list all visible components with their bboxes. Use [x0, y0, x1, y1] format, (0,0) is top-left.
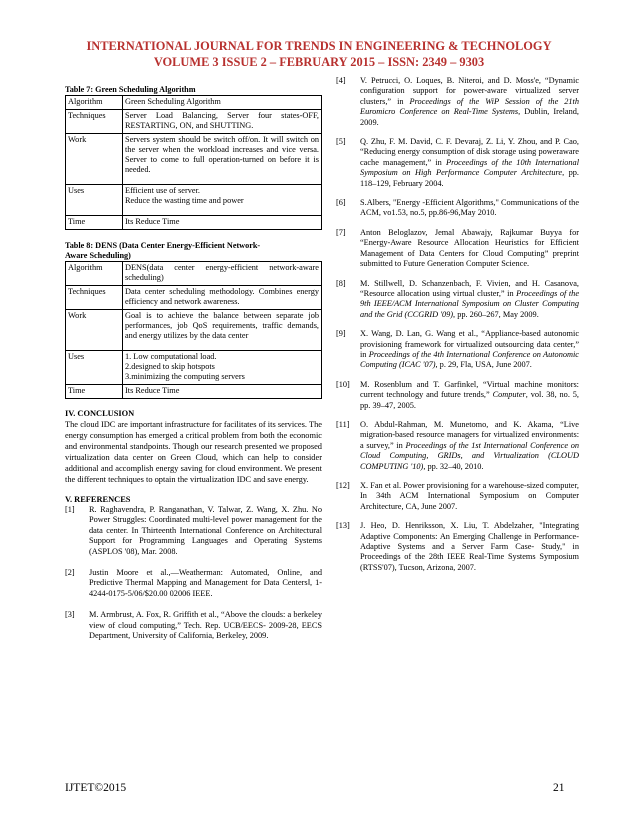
reference-text: , vol. 38, no. 5, pp. 39–47, 2005.	[360, 390, 580, 410]
right-column	[336, 76, 579, 573]
reference-text: , p. 29, Fla, USA, June 2007.	[435, 360, 532, 370]
reference-number: [11]	[336, 419, 350, 429]
table-row	[66, 385, 322, 399]
table-cell-value: Green Scheduling Algorithm	[123, 96, 322, 110]
table7	[65, 95, 322, 230]
journal-issue: VOLUME 3 ISSUE 2 – FEBRUARY 2015 – ISSN: 2349 – 9303	[153, 55, 485, 69]
reference-text: Anton Beloglazov, Jemal Abawajy, Rajkumar Buyya for “Energy-Aware Resource Allocation Heuristics for Efficient Management of Data Centers for Cloud Computing” preprint submitted to Future Generation Computer Science.	[360, 227, 579, 269]
table-cell-value	[123, 351, 322, 385]
table-row	[66, 286, 322, 310]
reference-number: [9]	[336, 329, 346, 339]
reference-number: [3]	[65, 610, 75, 620]
table-cell-key: Techniques	[66, 110, 123, 134]
table-row	[66, 96, 322, 110]
table-cell-key: Time	[66, 216, 123, 230]
left-column	[65, 76, 322, 641]
reference-text: Proceedings of the 10th International Symposium on High Performance Computer Architecture	[360, 157, 580, 178]
reference-number: [7]	[336, 227, 346, 237]
reference-text: R. Raghavendra, P. Ranganathan, V. Talwar, Z. Wang, X. Zhu. No Power Struggles: Coordinated multi-level power management for the data center. In Thirteenth International Conference on Architectural Support for Programming Languages and Operating Systems (ASPLOS '08), Mar. 2008.	[89, 505, 322, 556]
table7-block	[65, 85, 322, 230]
caption-line: Aware Scheduling)	[65, 251, 131, 260]
table-cell-value: Goal is to achieve the balance between separate job performances, job QoS requirements, traffic demands, and energy utilizes by the data center	[123, 310, 322, 351]
value-line: Reduce the wasting time and power	[125, 196, 244, 205]
reference-number: [1]	[65, 505, 75, 514]
table-cell-key: Uses	[66, 351, 123, 385]
reference-text: , pp. 260–267, May 2009.	[453, 309, 539, 319]
reference-number: [10]	[336, 379, 350, 389]
reference-text: Proceedings of the WiP Session of the 21th Euromicro Conference on Real-Time Systems	[360, 96, 579, 117]
table-cell-value: Servers system should be switch off/on. It will switch on the server when the workload increases and vice versa. Server to come to full operation-turned on before it is needed.	[123, 134, 322, 185]
reference-text: S.Albers, "Energy -Efficient Algorithms," Communications of the ACM, vo1.53, no.5, pp.86-96,May 2010.	[360, 198, 579, 218]
value-line: Efficient use of server.	[125, 186, 200, 195]
table8-block	[65, 241, 322, 399]
table-row	[66, 262, 322, 286]
reference-list-left	[65, 505, 322, 641]
reference-number: [12]	[336, 481, 350, 490]
reference-item	[336, 279, 579, 321]
table-cell-key: Uses	[66, 185, 123, 216]
reference-item	[65, 568, 322, 599]
reference-text: , pp. 118–129, February 2004.	[360, 168, 579, 188]
table-cell-key: Algorithm	[66, 262, 123, 286]
table-cell-value	[123, 185, 322, 216]
table-row	[66, 134, 322, 185]
table-row	[66, 185, 322, 216]
reference-text: Q. Zhu, F. M. David, C. F. Devaraj, Z. Li, Y. Zhou, and P. Cao, “Reducing energy consumption of disk storage using powerаware cache management,” in	[360, 137, 579, 167]
reference-text: Justin Moore et al.,―Weatherman: Automated, Online, and Predictive Thermal Mapping and Management for Data Centers‖, 1-4244-0175-5/06/$20.00 02006 IEEE.	[89, 568, 322, 598]
reference-item	[336, 228, 579, 270]
reference-number: [5]	[336, 137, 346, 147]
reference-list-right	[336, 76, 579, 573]
reference-text: , Dublin, Ireland, 2009.	[360, 107, 579, 127]
reference-item	[336, 76, 579, 128]
table-cell-key: Work	[66, 310, 123, 351]
reference-number: [6]	[336, 198, 346, 208]
table-cell-key: Time	[66, 385, 123, 399]
table-cell-key: Algorithm	[66, 96, 123, 110]
table-row	[66, 351, 322, 385]
conclusion-heading: IV. CONCLUSION	[65, 409, 135, 418]
reference-item	[65, 505, 322, 557]
table8-caption	[65, 241, 322, 261]
reference-item	[336, 481, 579, 512]
reference-item	[65, 610, 322, 641]
value-line: 2.designed to skip hotspots	[125, 362, 215, 371]
table-row	[66, 310, 322, 351]
journal-header	[0, 38, 638, 70]
conclusion-text: The cloud IDC are important infrastructure for facilitates of its services. The energy consumption has emerged a critical problem from both the economic and environmental standpoints. Though our research presented we proposed virtualization data center on Green Cloud, which can help to consider additional and accomplish energy saving for cloud environment. We present the different techniques to optain the virtualization IDC and save energy.	[65, 420, 322, 484]
table-cell-key: Work	[66, 134, 123, 185]
journal-title: INTERNATIONAL JOURNAL FOR TRENDS IN ENGINEERING & TECHNOLOGY	[86, 39, 552, 53]
reference-number: [13]	[336, 521, 350, 531]
table-cell-value: DENS(data center energy-efficient network-aware scheduling)	[123, 262, 322, 286]
reference-text: M. Rosenblum and T. Garfinkel, “Virtual machine monitors: current technology and future trends,”	[360, 379, 579, 400]
table-row	[66, 216, 322, 230]
reference-item	[336, 329, 579, 371]
reference-text: X. Fan et al. Power provisioning for a warehouse-sized computer, In 34th ACM International Symposium on Computer Architecture, CA, June 2007.	[360, 481, 579, 511]
footer-copyright: IJTET©2015	[65, 782, 127, 794]
caption-line: Table 8: DENS (Data Center Energy-Efficient Network-	[65, 241, 261, 250]
reference-number: [2]	[65, 568, 75, 578]
references-heading: V. REFERENCES	[65, 495, 131, 504]
table-cell-value: Server Load Balancing, Server four states-OFF, RESTARTING, ON, and SHUTTING.	[123, 110, 322, 134]
table-cell-value: Its Reduce Time	[123, 216, 322, 230]
table-cell-value: Data center scheduling methodology. Combines energy efficiency and network awareness.	[123, 286, 322, 310]
reference-item	[336, 380, 579, 411]
reference-text: X. Wang, D. Lan, G. Wang et al., “Appliance-based autonomic provisioning framework for virtualized outsourcing data center,” in	[360, 329, 579, 359]
reference-item	[336, 137, 579, 189]
reference-text: Proceedings of the 4th International Conference on Autonomic Computing (ICAC '07)	[360, 349, 579, 370]
reference-text: V. Petrucci, O. Loques, B. Niteroi, and D. Moss'e, “Dynamic configuration support for power-aware virtualized server clusters,” in	[360, 76, 579, 106]
reference-item	[336, 420, 579, 472]
reference-number: [4]	[336, 76, 346, 85]
reference-text: , pp. 32–40, 2010.	[423, 461, 484, 471]
page-number: 21	[553, 782, 565, 794]
reference-text: Proceedings of the 1st International Conference on Cloud Computing, GRIDs, and Virtualization (CLOUD COMPUTING '10)	[360, 440, 579, 471]
table8	[65, 261, 322, 399]
reference-text: M. Stillwell, D. Schanzenbach, F. Vivien, and H. Casanova, “Resource allocation using virtual cluster,” in	[360, 278, 579, 298]
reference-text: Computer	[492, 390, 526, 400]
reference-text: Proceedings of the 9th IEEE/ACM International Symposium on Cluster Computing and the Grid (CCGRID '09)	[360, 288, 579, 319]
table-cell-value: Its Reduce Time	[123, 385, 322, 399]
references-section	[65, 494, 322, 641]
table-row	[66, 110, 322, 134]
table-cell-key: Techniques	[66, 286, 123, 310]
table7-caption: Table 7: Green Scheduling Algorithm	[65, 85, 196, 94]
reference-text: J. Heo, D. Henriksson, X. Liu, T. Abdelzaher, "Integrating Adaptive Components: An Emerging Challenge in Performance-Adaptive Systems and a Server Farm Case- Study," in Proceedings of the 28th IEEE Real-Time Systems Symposium (RTSS'07), Tucson, Arizona, 2007.	[360, 521, 579, 572]
reference-text: M. Armbrust, A. Fox, R. Griffith et al., “Above the clouds: a berkeley view of cloud computing,” Tech. Rep. UCB/EECS- 2009-28, EECS Department, University of California, Berkeley, 2009.	[89, 610, 322, 641]
value-line: 1. Low computational load.	[125, 352, 217, 361]
reference-item	[336, 521, 579, 573]
reference-item	[336, 198, 579, 219]
reference-text: O. Abdul-Rahman, M. Munetomo, and K. Akama, “Live migration-based resource managers for virtualized environments: a survey,” in	[360, 419, 579, 450]
value-line: 3.minimizing the computing servers	[125, 372, 245, 381]
reference-number: [8]	[336, 278, 346, 288]
conclusion-section	[65, 408, 322, 485]
